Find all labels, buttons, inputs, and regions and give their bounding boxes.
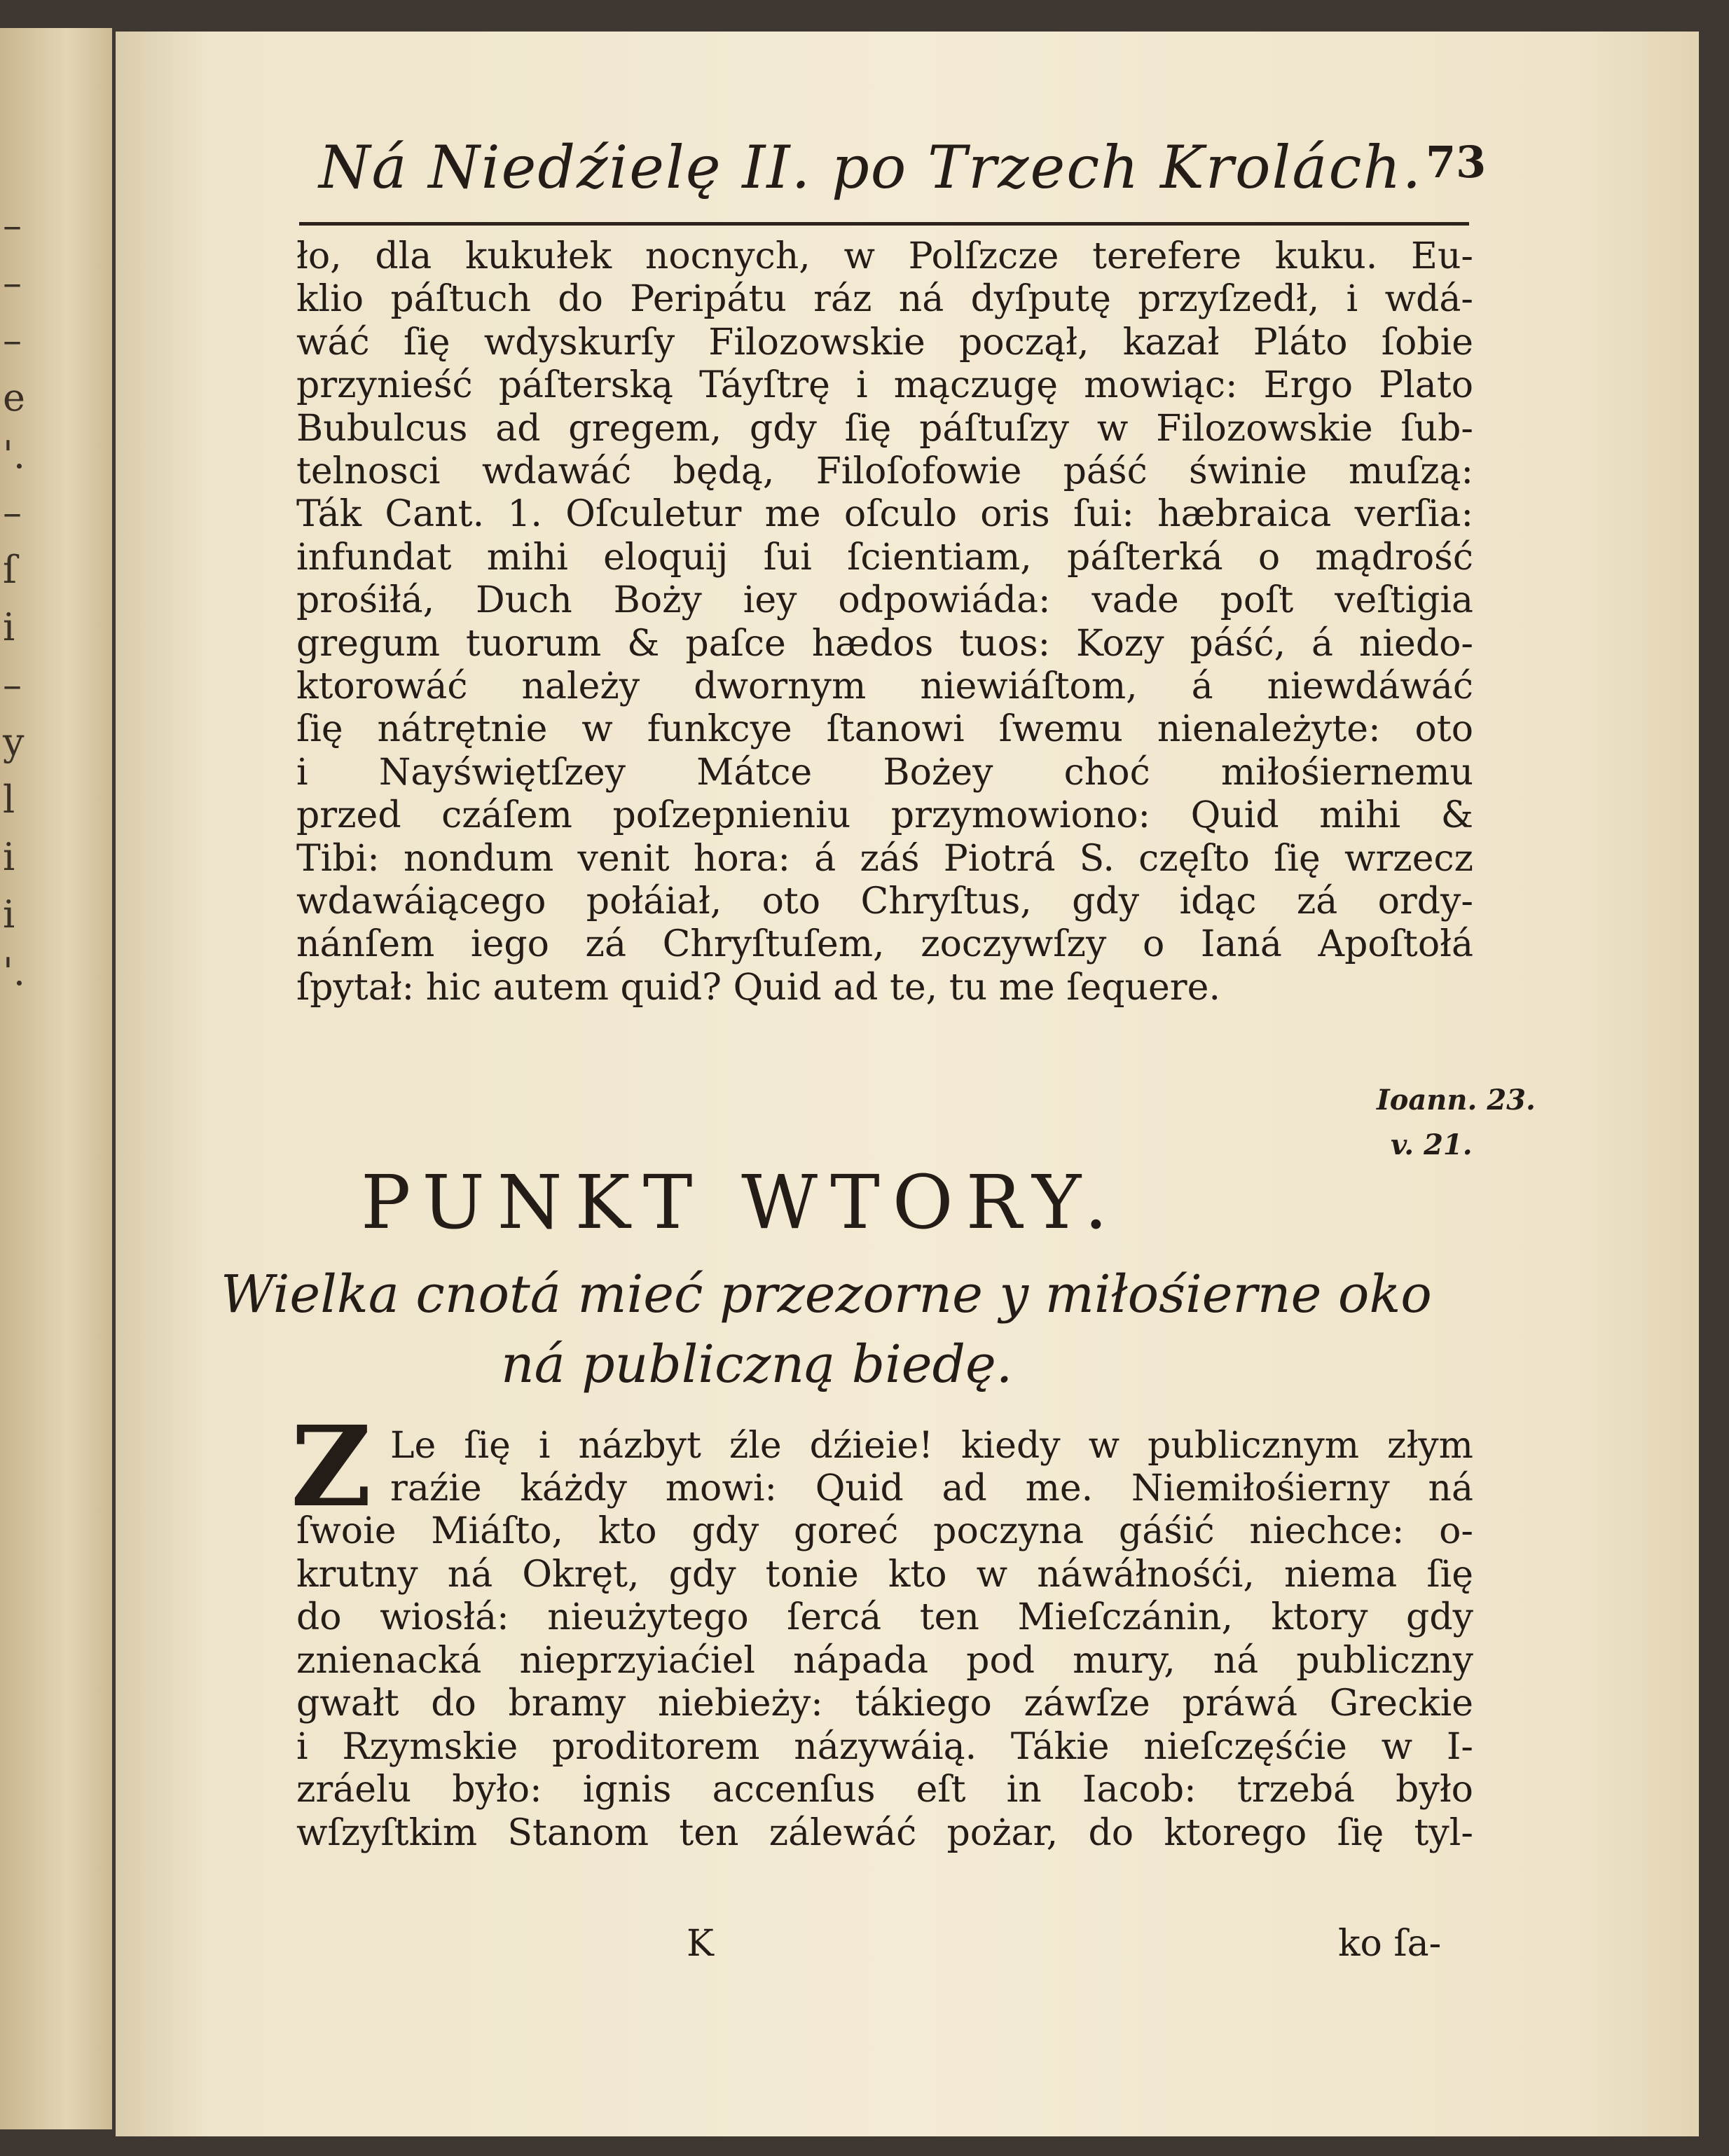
section-subtitle-line-2: ná publiczną biedę.	[501, 1334, 1013, 1395]
paragraph-1-line: ſię nátrętnie w funkcye ſtanowi ſwemu nienależyte: oto	[296, 708, 1473, 751]
left-page-fragment: –	[3, 203, 22, 247]
section-subtitle-line-1: Wielka cnotá mieć przezorne y miłośierne oko	[221, 1264, 1432, 1325]
paragraph-1-line: Tibi: nondum venit hora: á záś Piotrá S. częſto ſię wrzecz	[296, 837, 1473, 880]
paragraph-1-line: i Nayświętſzey Mátce Bożey choć miłośiernemu	[296, 751, 1473, 794]
paragraph-1-line: infundat mihi eloquij ſui ſcientiam, páſterká o mądrość	[296, 536, 1473, 579]
running-title: Ná Niedźielę II. po Trzech Krolách.	[319, 133, 1423, 202]
paragraph-2-line: gwałt do bramy niebieży: tákiego záwſze práwá Greckie	[296, 1682, 1473, 1725]
left-page-fragment: ſ	[3, 548, 17, 592]
left-page-fragment: i	[3, 835, 15, 879]
paragraph-1-line: klio páſtuch do Peripátu ráz ná dyſputę przyſzedł, i wdá-	[296, 278, 1473, 321]
header-rule	[299, 222, 1469, 226]
paragraph-1-line: Ták Cant. 1. Oſculetur me oſculo oris ſui: hæbraica verſia:	[296, 493, 1473, 536]
paragraph-1-line: nánſem iego zá Chryſtuſem, zoczywſzy o Ianá Apoſtołá	[296, 923, 1473, 966]
paragraph-1-line: wáć ſię wdyskurſy Filozowskie począł, kazał Pláto ſobie	[296, 321, 1473, 364]
paragraph-2-line-2: raźie káżdy mowi: Quid ad me. Niemiłośierny ná	[390, 1467, 1473, 1509]
paragraph-2-line-1: Le ſię i názbyt źle dźieie! kiedy w publicznym złym	[390, 1425, 1473, 1467]
left-page-fragment: –	[3, 261, 22, 305]
left-page-fragment: –	[3, 490, 22, 534]
paragraph-1-line: Bubulcus ad gregem, gdy ſię páſtuſzy w Filozowskie ſub-	[296, 407, 1473, 450]
paragraph-2-line: znienacká nieprzyiaćiel nápada pod mury, ná publiczny	[296, 1639, 1473, 1682]
margin-note-line-2: v. 21.	[1391, 1128, 1473, 1161]
left-page-fragment: i	[3, 892, 15, 937]
left-page-fragment: y	[3, 720, 25, 764]
left-page-fragment: l	[3, 778, 15, 822]
paragraph-1-line: telnosci wdawáć będą, Filoſofowie páść świnie muſzą:	[296, 450, 1473, 492]
paragraph-1-line: prośiłá, Duch Boży iey odpowiáda: vade poſt veſtigia	[296, 579, 1473, 622]
left-page-fragment: '.	[3, 950, 26, 994]
paragraph-2-line: wſzyſtkim Stanom ten zálewáć pożar, do ktorego ſię tyl-	[296, 1811, 1473, 1854]
drop-cap: Z	[291, 1402, 372, 1532]
signature-mark: K	[687, 1923, 714, 1965]
paragraph-1-line: wdawáiącego połáiał, oto Chryſtus, gdy idąc zá ordy-	[296, 880, 1473, 922]
paragraph-2-line: krutny ná Okręt, gdy tonie kto w náwáłnośći, niema ſię	[296, 1553, 1473, 1596]
catchword: ko ſa-	[1338, 1923, 1442, 1965]
left-page-fragment: i	[3, 605, 15, 649]
left-page-fragment: '.	[3, 433, 26, 477]
paragraph-2-line: i Rzymskie proditorem názywáią. Tákie nieſczęśćie w I-	[296, 1725, 1473, 1768]
book-page	[116, 32, 1699, 2136]
left-page-fragment: –	[3, 663, 22, 707]
paragraph-2-line: zráelu było: ignis accenſus eſt in Iacob: trzebá było	[296, 1769, 1473, 1811]
paragraph-2-line: do wiosłá: nieużytego ſercá ten Mieſczánin, ktory gdy	[296, 1596, 1473, 1638]
page-number: 73	[1426, 137, 1487, 188]
adjacent-page-edge	[0, 28, 112, 2129]
paragraph-1-line: ſpytał: hic autem quid? Quid ad te, tu me ſequere.	[296, 966, 1220, 1009]
paragraph-2-line: ſwoie Miáſto, kto gdy goreć poczyna gáśić niechce: o-	[296, 1510, 1473, 1552]
paragraph-1-line: gregum tuorum & paſce hædos tuos: Kozy páść, á niedo-	[296, 622, 1473, 665]
left-page-fragment: –	[3, 318, 22, 362]
section-heading: PUNKT WTORY.	[361, 1159, 1121, 1245]
left-page-fragment: e	[3, 375, 25, 420]
paragraph-1-line: przynieść páſterską Táyſtrę i mączugę mowiąc: Ergo Plato	[296, 364, 1473, 407]
paragraph-1-line: ktorowáć należy dwornym niewiáſtom, á niewdáwáć	[296, 665, 1473, 707]
margin-note-line-1: Ioann. 23.	[1377, 1084, 1536, 1117]
paragraph-1-line: przed czáſem poſzepnieniu przymowiono: Quid mihi &	[296, 794, 1473, 837]
paragraph-1-line: ło, dla kukułek nocnych, w Polſzcze terefere kuku. Eu-	[296, 235, 1473, 277]
